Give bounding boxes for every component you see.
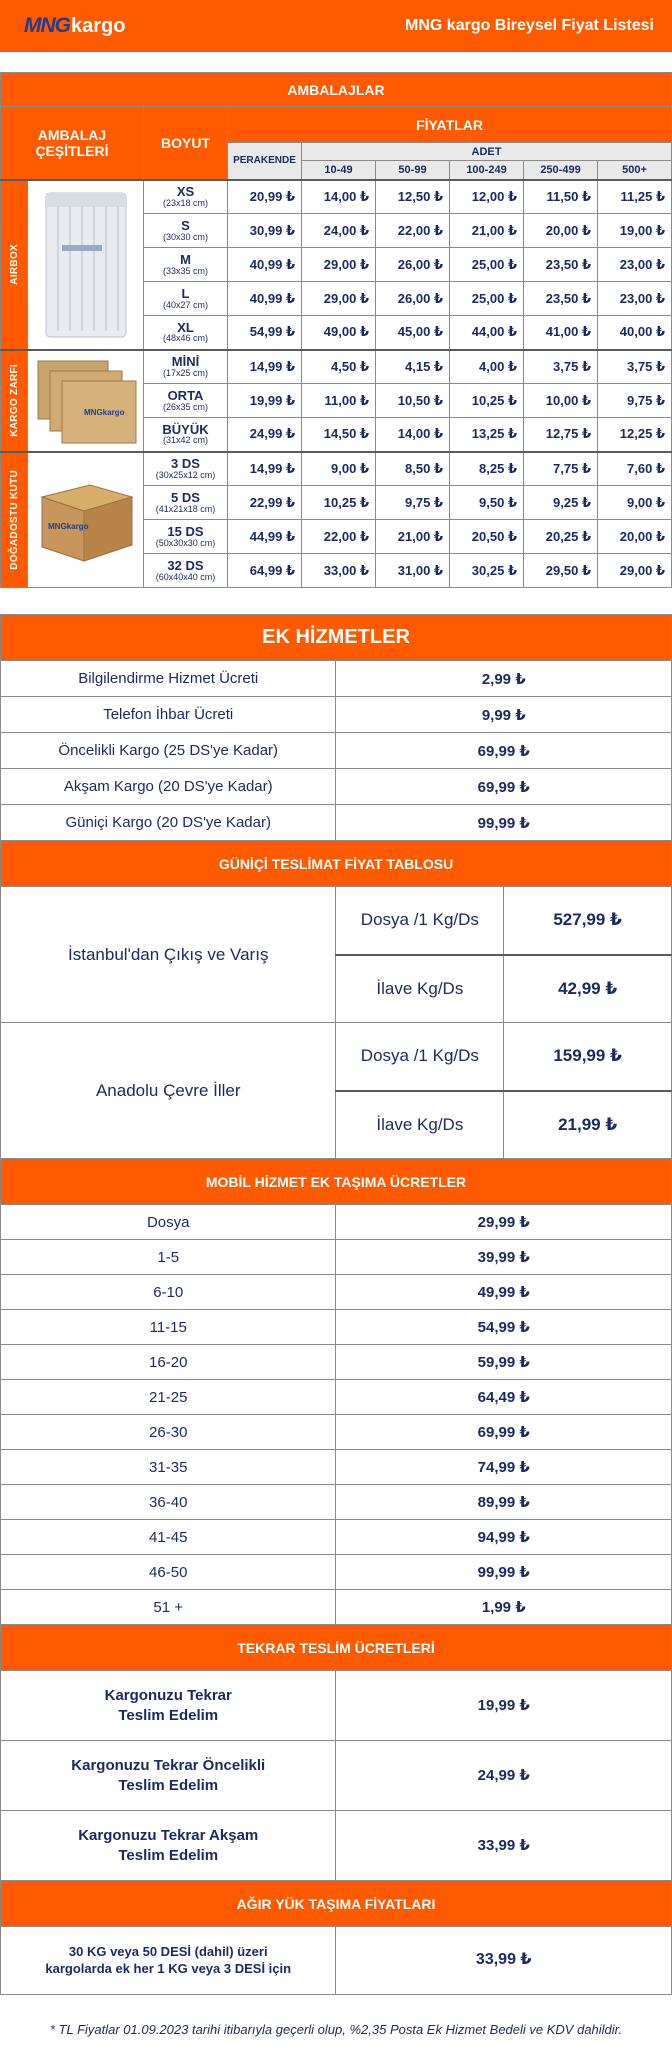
service-price: 2,99 ₺	[336, 661, 672, 697]
col-header-type: AMBALAJ ÇEŞİTLERİ	[1, 107, 144, 180]
price-cell: 29,00 ₺	[302, 282, 376, 316]
price-cell: 25,00 ₺	[450, 248, 524, 282]
service-price: 9,99 ₺	[336, 697, 672, 733]
svg-text:MNGkargo: MNGkargo	[47, 521, 88, 531]
mobile-price: 89,99 ₺	[336, 1485, 672, 1520]
price-cell: 20,50 ₺	[450, 520, 524, 554]
region-label: İstanbul'dan Çıkış ve Varış	[1, 887, 336, 1023]
price-cell: 21,00 ₺	[450, 214, 524, 248]
col-header-prices: FİYATLAR	[228, 107, 672, 143]
table-row	[1, 1811, 672, 1881]
airbox-image	[28, 180, 144, 350]
mobile-price: 74,99 ₺	[336, 1450, 672, 1485]
top-banner	[0, 0, 672, 52]
size-cell: MİNİ (17x25 cm)	[144, 350, 228, 384]
mobile-range: 6-10	[1, 1275, 336, 1310]
mobile-price: 59,99 ₺	[336, 1345, 672, 1380]
mobile-range: 11-15	[1, 1310, 336, 1345]
price-cell: 23,00 ₺	[598, 282, 672, 316]
size-cell: ORTA (26x35 cm)	[144, 384, 228, 418]
qty-range-header: 10-49	[302, 161, 376, 180]
size-cell: M (33x35 cm)	[144, 248, 228, 282]
price-cell: 29,50 ₺	[524, 554, 598, 588]
price-cell: 54,99 ₺	[228, 316, 302, 350]
size-cell: XL (48x46 cm)	[144, 316, 228, 350]
price-cell: 33,00 ₺	[302, 554, 376, 588]
price-cell: 19,99 ₺	[228, 384, 302, 418]
mobile-range: 26-30	[1, 1415, 336, 1450]
service-price: 69,99 ₺	[336, 769, 672, 805]
price-cell: 44,00 ₺	[450, 316, 524, 350]
packaging-section-title: AMBALAJLAR	[1, 73, 672, 107]
price-cell: 23,50 ₺	[524, 248, 598, 282]
price-cell: 3,75 ₺	[598, 350, 672, 384]
price-cell: 21,00 ₺	[376, 520, 450, 554]
price-cell: 45,00 ₺	[376, 316, 450, 350]
table-row	[1, 1520, 672, 1555]
price-cell: 9,00 ₺	[302, 452, 376, 486]
mobile-price: 54,99 ₺	[336, 1310, 672, 1345]
service-label: Güniçi Kargo (20 DS'ye Kadar)	[1, 805, 336, 841]
svg-text:MNGkargo: MNGkargo	[83, 407, 124, 417]
price-cell: 40,99 ₺	[228, 248, 302, 282]
price-cell: 20,00 ₺	[598, 520, 672, 554]
redelivery-label: Kargonuzu Tekrar Akşam Teslim Edelim	[1, 1811, 336, 1881]
page-title: MNG kargo Bireysel Fiyat Listesi	[405, 17, 654, 34]
table-row	[1, 1927, 672, 1995]
table-row	[1, 1590, 672, 1625]
service-price: 99,99 ₺	[336, 805, 672, 841]
mobile-range: 36-40	[1, 1485, 336, 1520]
size-cell: L (40x27 cm)	[144, 282, 228, 316]
size-cell: 15 DS (50x30x30 cm)	[144, 520, 228, 554]
redelivery-label: Kargonuzu Tekrar Teslim Edelim	[1, 1671, 336, 1741]
mobile-price: 99,99 ₺	[336, 1555, 672, 1590]
table-row	[1, 1345, 672, 1380]
price-cell: 14,00 ₺	[302, 180, 376, 214]
price-cell: 29,00 ₺	[598, 554, 672, 588]
envelope-image	[28, 350, 144, 452]
same-day-label: Dosya /1 Kg/Ds	[336, 1023, 504, 1091]
redelivery-price: 19,99 ₺	[336, 1671, 672, 1741]
size-cell: XS (23x18 cm)	[144, 180, 228, 214]
group-label-airbox: AIRBOX	[1, 180, 28, 350]
price-cell: 26,00 ₺	[376, 282, 450, 316]
size-cell: BÜYÜK (31x42 cm)	[144, 418, 228, 452]
table-row	[1, 1671, 672, 1741]
box-image	[28, 452, 144, 588]
col-header-qty: ADET	[302, 143, 672, 161]
same-day-label: İlave Kg/Ds	[336, 955, 504, 1023]
price-cell: 11,00 ₺	[302, 384, 376, 418]
services-price-table	[0, 614, 672, 1995]
group-label-envelope: KARGO ZARFI	[1, 350, 28, 452]
price-cell: 20,99 ₺	[228, 180, 302, 214]
price-cell: 40,00 ₺	[598, 316, 672, 350]
table-row	[1, 887, 672, 955]
table-row	[1, 1310, 672, 1345]
mobile-range: 1-5	[1, 1240, 336, 1275]
price-cell: 40,99 ₺	[228, 282, 302, 316]
price-cell: 3,75 ₺	[524, 350, 598, 384]
service-label: Bilgilendirme Hizmet Ücreti	[1, 661, 336, 697]
mobile-range: 51 +	[1, 1590, 336, 1625]
table-row	[1, 661, 672, 697]
price-cell: 11,25 ₺	[598, 180, 672, 214]
price-cell: 22,00 ₺	[376, 214, 450, 248]
price-cell: 14,50 ₺	[302, 418, 376, 452]
group-label-box: DOĞADOSTU KUTU	[1, 452, 28, 588]
size-cell: S (30x30 cm)	[144, 214, 228, 248]
price-cell: 14,99 ₺	[228, 350, 302, 384]
same-day-title: GÜNİÇİ TESLİMAT FİYAT TABLOSU	[1, 841, 672, 887]
packaging-price-table	[0, 72, 672, 588]
qty-range-header: 500+	[598, 161, 672, 180]
size-cell: 32 DS (60x40x40 cm)	[144, 554, 228, 588]
price-cell: 9,25 ₺	[524, 486, 598, 520]
price-cell: 12,00 ₺	[450, 180, 524, 214]
price-cell: 20,00 ₺	[524, 214, 598, 248]
price-cell: 23,50 ₺	[524, 282, 598, 316]
price-cell: 4,00 ₺	[450, 350, 524, 384]
mobile-range: Dosya	[1, 1205, 336, 1240]
heavy-load-label: 30 KG veya 50 DESİ (dahil) üzeri kargolarda ek her 1 KG veya 3 DESİ için	[1, 1927, 336, 1995]
mobile-price: 94,99 ₺	[336, 1520, 672, 1555]
price-cell: 9,75 ₺	[598, 384, 672, 418]
logo-kargo: kargo	[71, 15, 126, 37]
service-label: Öncelikli Kargo (25 DS'ye Kadar)	[1, 733, 336, 769]
service-price: 69,99 ₺	[336, 733, 672, 769]
same-day-label: Dosya /1 Kg/Ds	[336, 887, 504, 955]
table-row	[1, 733, 672, 769]
price-cell: 8,50 ₺	[376, 452, 450, 486]
table-row	[1, 180, 672, 214]
service-label: Telefon İhbar Ücreti	[1, 697, 336, 733]
price-cell: 22,99 ₺	[228, 486, 302, 520]
table-row	[1, 1240, 672, 1275]
price-cell: 25,00 ₺	[450, 282, 524, 316]
logo-mng: MNG	[24, 14, 70, 37]
mng-kargo-logo[interactable]	[24, 14, 125, 38]
price-cell: 19,00 ₺	[598, 214, 672, 248]
price-cell: 7,75 ₺	[524, 452, 598, 486]
mobile-price: 64,49 ₺	[336, 1380, 672, 1415]
table-row	[1, 697, 672, 733]
table-row	[1, 1555, 672, 1590]
mobile-range: 41-45	[1, 1520, 336, 1555]
same-day-price: 21,99 ₺	[504, 1091, 672, 1159]
price-cell: 10,25 ₺	[302, 486, 376, 520]
price-cell: 7,60 ₺	[598, 452, 672, 486]
price-cell: 9,00 ₺	[598, 486, 672, 520]
table-row	[1, 1450, 672, 1485]
price-cell: 10,25 ₺	[450, 384, 524, 418]
extra-services-title: EK HİZMETLER	[1, 615, 672, 661]
table-row	[1, 769, 672, 805]
price-cell: 4,50 ₺	[302, 350, 376, 384]
same-day-price: 159,99 ₺	[504, 1023, 672, 1091]
price-cell: 11,50 ₺	[524, 180, 598, 214]
heavy-load-title: AĞIR YÜK TAŞIMA FİYATLARI	[1, 1881, 672, 1927]
table-row	[1, 452, 672, 486]
price-cell: 10,50 ₺	[376, 384, 450, 418]
table-row	[1, 1485, 672, 1520]
table-row	[1, 805, 672, 841]
price-cell: 4,15 ₺	[376, 350, 450, 384]
price-cell: 23,00 ₺	[598, 248, 672, 282]
redelivery-price: 33,99 ₺	[336, 1811, 672, 1881]
price-cell: 41,00 ₺	[524, 316, 598, 350]
mobile-range: 16-20	[1, 1345, 336, 1380]
price-cell: 29,00 ₺	[302, 248, 376, 282]
qty-range-header: 50-99	[376, 161, 450, 180]
price-cell: 9,50 ₺	[450, 486, 524, 520]
table-row	[1, 1380, 672, 1415]
qty-range-header: 250-499	[524, 161, 598, 180]
table-row	[1, 1275, 672, 1310]
price-cell: 64,99 ₺	[228, 554, 302, 588]
price-cell: 13,25 ₺	[450, 418, 524, 452]
region-label: Anadolu Çevre İller	[1, 1023, 336, 1159]
price-cell: 12,50 ₺	[376, 180, 450, 214]
price-cell: 9,75 ₺	[376, 486, 450, 520]
price-cell: 31,00 ₺	[376, 554, 450, 588]
service-label: Akşam Kargo (20 DS'ye Kadar)	[1, 769, 336, 805]
table-row	[1, 350, 672, 384]
price-cell: 20,25 ₺	[524, 520, 598, 554]
mobile-service-title: MOBİL HİZMET EK TAŞIMA ÜCRETLER	[1, 1159, 672, 1205]
price-cell: 44,99 ₺	[228, 520, 302, 554]
mobile-price: 29,99 ₺	[336, 1205, 672, 1240]
mobile-price: 1,99 ₺	[336, 1590, 672, 1625]
footnote: * TL Fiyatlar 01.09.2023 tarihi itibarıyla geçerli olup, %2,35 Posta Ek Hizmet Bedeli ve KDV dahildir.	[49, 2022, 623, 2037]
heavy-load-price: 33,99 ₺	[336, 1927, 672, 1995]
mobile-range: 31-35	[1, 1450, 336, 1485]
price-cell: 30,99 ₺	[228, 214, 302, 248]
col-header-size: BOYUT	[144, 107, 228, 180]
price-cell: 26,00 ₺	[376, 248, 450, 282]
price-cell: 22,00 ₺	[302, 520, 376, 554]
price-cell: 12,25 ₺	[598, 418, 672, 452]
mobile-range: 46-50	[1, 1555, 336, 1590]
table-row	[1, 1415, 672, 1450]
redelivery-label: Kargonuzu Tekrar Öncelikli Teslim Edelim	[1, 1741, 336, 1811]
price-cell: 14,00 ₺	[376, 418, 450, 452]
same-day-label: İlave Kg/Ds	[336, 1091, 504, 1159]
price-cell: 14,99 ₺	[228, 452, 302, 486]
mobile-price: 39,99 ₺	[336, 1240, 672, 1275]
price-cell: 49,00 ₺	[302, 316, 376, 350]
price-cell: 30,25 ₺	[450, 554, 524, 588]
table-row	[1, 1741, 672, 1811]
table-row	[1, 1205, 672, 1240]
same-day-price: 527,99 ₺	[504, 887, 672, 955]
size-cell: 5 DS (41x21x18 cm)	[144, 486, 228, 520]
redelivery-title: TEKRAR TESLİM ÜCRETLERİ	[1, 1625, 672, 1671]
table-row	[1, 1023, 672, 1091]
price-cell: 10,00 ₺	[524, 384, 598, 418]
same-day-price: 42,99 ₺	[504, 955, 672, 1023]
col-header-retail: PERAKENDE	[228, 143, 302, 180]
mobile-price: 69,99 ₺	[336, 1415, 672, 1450]
mobile-price: 49,99 ₺	[336, 1275, 672, 1310]
price-cell: 12,75 ₺	[524, 418, 598, 452]
size-cell: 3 DS (30x25x12 cm)	[144, 452, 228, 486]
qty-range-header: 100-249	[450, 161, 524, 180]
price-cell: 8,25 ₺	[450, 452, 524, 486]
price-cell: 24,99 ₺	[228, 418, 302, 452]
price-cell: 24,00 ₺	[302, 214, 376, 248]
mobile-range: 21-25	[1, 1380, 336, 1415]
redelivery-price: 24,99 ₺	[336, 1741, 672, 1811]
